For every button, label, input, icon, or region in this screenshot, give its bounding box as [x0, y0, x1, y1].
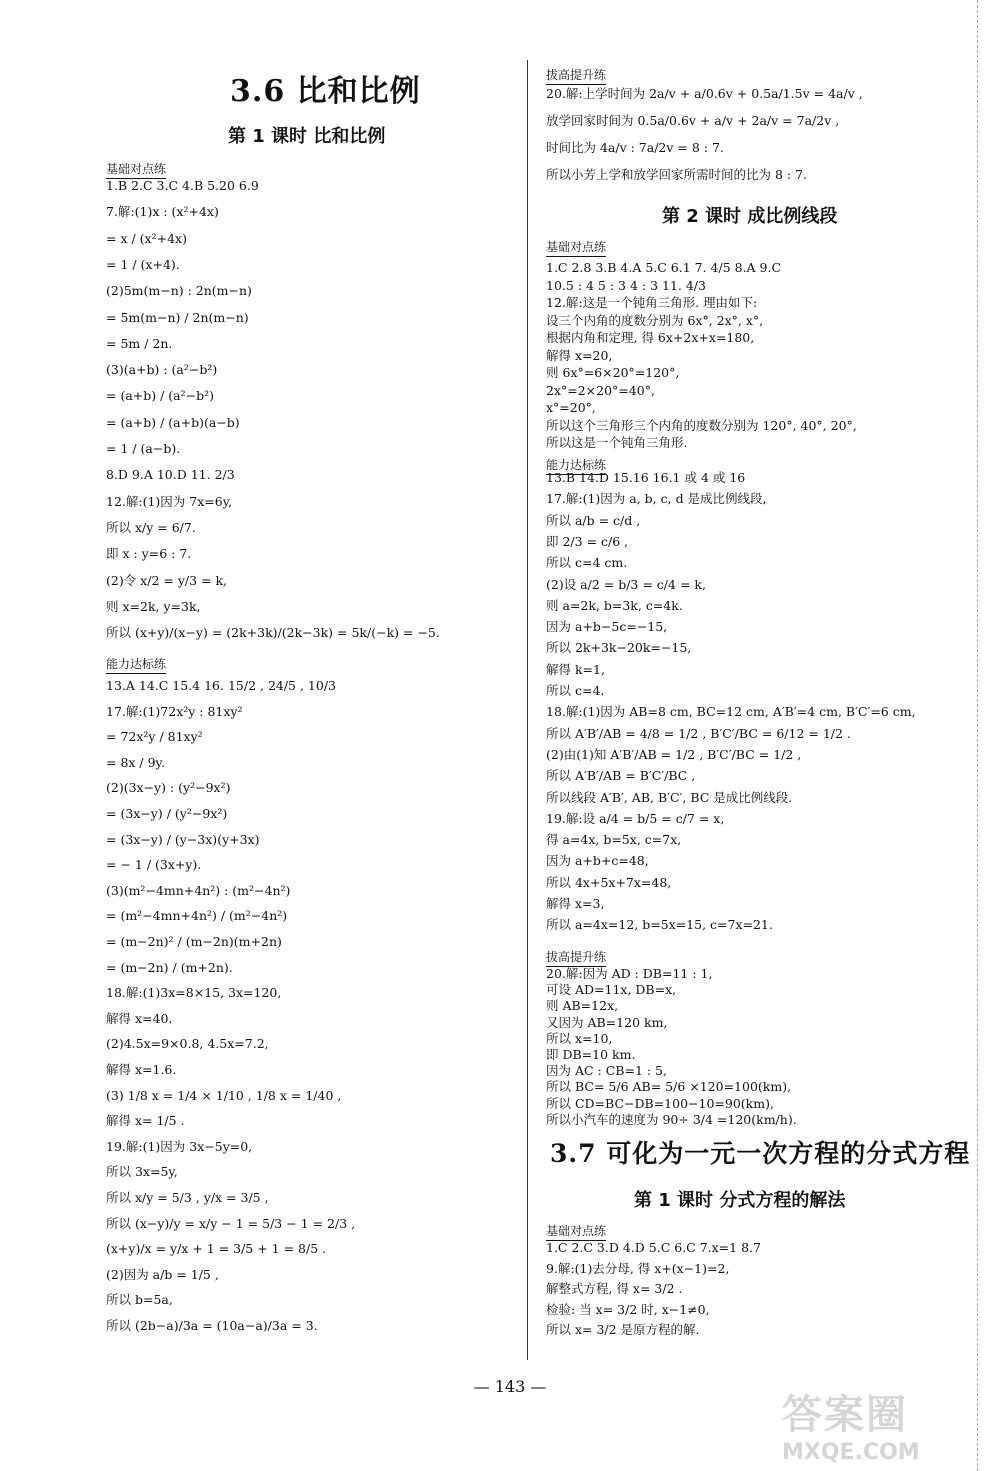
answer-line: 所以 c=4. — [546, 683, 605, 698]
answer-line: 解得 x=1.6. — [106, 1062, 177, 1077]
answer-line: 则 AB=12x, — [546, 998, 619, 1014]
answer-line: (2)由(1)知 A′B′/AB = 1/2 , B′C′/BC = 1/2 , — [546, 746, 802, 762]
label-extend-practice-top: 拔高提升练 — [546, 66, 606, 85]
answer-line: = (m²−4mn+4n²) / (m²−4n²) — [106, 908, 288, 924]
answer-line: 因为 a+b−5c=−15, — [546, 619, 668, 635]
answer-line: = 5m(m−n) / 2n(m−n) — [106, 309, 249, 325]
answer-line: 解得 x=3, — [546, 896, 605, 911]
answer-line: (2)4.5x=9×0.8, 4.5x=7.2, — [106, 1036, 269, 1052]
answer-line: 所以 x=10, — [546, 1030, 613, 1046]
answer-line: 则 a=2k, b=3k, c=4k. — [546, 597, 683, 613]
answer-line: (2)令 x/2 = y/3 = k, — [106, 572, 228, 588]
answer-line: (2)因为 a/b = 1/5 , — [106, 1266, 219, 1282]
answer-line: (3) 1/8 x = 1/4 × 1/10 , 1/8 x = 1/40 , — [106, 1087, 342, 1103]
answer-line: = (a+b) / (a²−b²) — [106, 388, 214, 404]
answer-line: = (3x−y) / (y−3x)(y+3x) — [106, 831, 260, 847]
answer-line: 所以小汽车的速度为 90÷ 3/4 =120(km/h). — [546, 1111, 797, 1127]
answer-line: 19.解:设 a/4 = b/5 = c/7 = x, — [546, 810, 725, 826]
answer-line: 放学回家时间为 0.5a/0.6v + a/v + 2a/v = 7a/2v , — [546, 113, 840, 128]
column-divider — [527, 60, 528, 1360]
answer-line: 8.D 9.A 10.D 11. 2/3 — [106, 467, 235, 483]
answer-line: = 1 / (a−b). — [106, 441, 181, 456]
answer-line: 12.解:这是一个钝角三角形. 理由如下: — [546, 295, 758, 310]
answer-line: 18.解:(1)因为 AB=8 cm, BC=12 cm, A′B′=4 cm, B′C′=6 cm, — [546, 704, 916, 720]
answer-line: 7.解:(1)x : (x²+4x) — [106, 204, 219, 220]
answer-line: (2)(3x−y) : (y²−9x²) — [106, 780, 231, 796]
label-basic-practice-2: 基础对点练 — [546, 238, 606, 257]
answer-line: = 72x²y / 81xy² — [106, 729, 203, 745]
watermark-url: MXQE.COM — [782, 1440, 920, 1465]
answer-line: 则 x=2k, y=3k, — [106, 598, 201, 614]
answer-line: 解得 x=40. — [106, 1010, 173, 1026]
answer-line: 所以 x= 3/2 是原方程的解. — [546, 1322, 700, 1337]
label-basic-practice-3: 基础对点练 — [546, 1222, 606, 1241]
answer-line: 所以 3x=5y, — [106, 1164, 178, 1180]
answer-line: = x / (x²+4x) — [106, 230, 187, 246]
answer-line: 所以 BC= 5/6 AB= 5/6 ×120=100(km), — [546, 1079, 792, 1095]
section-title-3-6: 3.6 比和比例 — [230, 74, 421, 109]
answer-line: 解得 x= 1/5 . — [106, 1113, 185, 1129]
answer-line: 17.解:(1)因为 a, b, c, d 是成比例线段, — [546, 491, 767, 507]
answer-line: 2x°=2×20°=40°, — [546, 382, 655, 398]
answer-line: = 1 / (x+4). — [106, 256, 180, 272]
answer-line: 所以 A′B′/AB = B′C′/BC , — [546, 768, 696, 784]
answer-line: 因为 a+b+c=48, — [546, 853, 649, 869]
answer-line: 10.5 : 4 5 : 3 4 : 3 11. 4/3 — [546, 277, 706, 293]
answer-line: 所以 (x−y)/y = x/y − 1 = 5/3 − 1 = 2/3 , — [106, 1215, 356, 1231]
section-title-3-7: 3.7 可化为一元一次方程的分式方程 — [550, 1139, 971, 1168]
answer-line: 17.解:(1)72x²y : 81xy² — [106, 703, 243, 719]
answer-line: 所以 CD=BC−DB=100−10=90(km), — [546, 1095, 774, 1111]
answer-line: 1.B 2.C 3.C 4.B 5.20 6.9 — [106, 178, 259, 193]
label-extend-practice-2: 拔高提升练 — [546, 948, 606, 967]
answer-line: 所以 (2b−a)/3a = (10a−a)/3a = 3. — [106, 1318, 318, 1333]
answer-line: 即 x : y=6 : 7. — [106, 546, 192, 562]
lesson-title-1: 第 1 课时 比和比例 — [228, 126, 386, 147]
answer-line: 12.解:(1)因为 7x=6y, — [106, 493, 233, 509]
answer-line: 所以 2k+3k−20k=−15, — [546, 640, 692, 656]
answer-line: 根据内角和定理, 得 6x+2x+x=180, — [546, 330, 755, 345]
label-ability-practice-2: 能力达标练 — [546, 456, 606, 475]
answer-line: 所以这是一个钝角三角形. — [546, 435, 688, 450]
lesson-title-3: 第 1 课时 分式方程的解法 — [634, 1190, 846, 1211]
label-basic-practice: 基础对点练 — [106, 160, 166, 179]
next-page-edge — [977, 0, 1000, 1471]
answer-line: 得 a=4x, b=5x, c=7x, — [546, 832, 682, 848]
answer-line: 因为 AC : CB=1 : 5, — [546, 1063, 667, 1079]
answer-line: = (m−2n) / (m+2n). — [106, 959, 233, 975]
answer-line: = − 1 / (3x+y). — [106, 857, 202, 873]
answer-line: 即 2/3 = c/6 , — [546, 533, 629, 549]
answer-line: 13.B 14.D 15.16 16.1 或 4 或 16 — [546, 470, 746, 485]
answer-line: = 8x / 9y. — [106, 754, 165, 770]
lesson-title-2: 第 2 课时 成比例线段 — [662, 206, 838, 227]
answer-line: 时间比为 4a/v : 7a/2v = 8 : 7. — [546, 140, 724, 155]
answer-line: 所以 (x+y)/(x−y) = (2k+3k)/(2k−3k) = 5k/(−k) = −5. — [106, 625, 440, 641]
answer-line: (3)(a+b) : (a²−b²) — [106, 362, 218, 378]
answer-line: 设三个内角的度数分别为 6x°, 2x°, x°, — [546, 312, 764, 328]
answer-line: 所以 b=5a, — [106, 1292, 173, 1308]
answer-line: = (3x−y) / (y²−9x²) — [106, 806, 228, 821]
answer-line: 检验: 当 x= 3/2 时, x−1≠0, — [546, 1301, 710, 1317]
answer-line: 19.解:(1)因为 3x−5y=0, — [106, 1138, 253, 1154]
answer-line: (2)设 a/2 = b/3 = c/4 = k, — [546, 576, 706, 592]
answer-line: 1.C 2.C 3.D 4.D 5.C 6.C 7.x=1 8.7 — [546, 1240, 761, 1255]
answer-line: 20.解:因为 AD : DB=11 : 1, — [546, 966, 713, 981]
answer-line: x°=20°, — [546, 400, 596, 415]
answer-line: 所以 A′B′/AB = 4/8 = 1/2 , B′C′/BC = 6/12 = 1/2 . — [546, 725, 851, 741]
answer-line: = (m−2n)² / (m−2n)(m+2n) — [106, 934, 282, 949]
answer-line: 所以 x/y = 6/7. — [106, 519, 196, 535]
answer-line: 解得 x=20, — [546, 347, 613, 363]
answer-line: = (a+b) / (a+b)(a−b) — [106, 414, 240, 430]
answer-line: 所以这个三角形三个内角的度数分别为 120°, 40°, 20°, — [546, 417, 857, 433]
answer-line: (3)(m²−4mn+4n²) : (m²−4n²) — [106, 882, 291, 898]
answer-line: 20.解:上学时间为 2a/v + a/0.6v + 0.5a/1.5v = 4a/v , — [546, 86, 863, 101]
label-ability-practice: 能力达标练 — [106, 655, 166, 674]
answer-line: 则 6x°=6×20°=120°, — [546, 365, 680, 380]
answer-line: 所以 a=4x=12, b=5x=15, c=7x=21. — [546, 917, 773, 933]
answer-line: (x+y)/x = y/x + 1 = 3/5 + 1 = 8/5 . — [106, 1241, 327, 1257]
answer-line: 可设 AD=11x, DB=x, — [546, 982, 677, 998]
answer-line: (2)5m(m−n) : 2n(m−n) — [106, 283, 252, 299]
answer-line: 所以 4x+5x+7x=48, — [546, 874, 672, 890]
answer-line: 即 DB=10 km. — [546, 1047, 636, 1062]
watermark-logo — [782, 1383, 982, 1463]
answer-line: 13.A 14.C 15.4 16. 15/2 , 24/5 , 10/3 — [106, 678, 337, 693]
answer-line: 所以线段 A′B′, AB, B′C′, BC 是成比例线段. — [546, 789, 793, 805]
page-number: — 143 — — [473, 1377, 547, 1396]
answer-line: 所以 a/b = c/d , — [546, 512, 641, 528]
answer-line: 9.解:(1)去分母, 得 x+(x−1)=2, — [546, 1260, 730, 1276]
answer-line: 1.C 2.8 3.B 4.A 5.C 6.1 7. 4/5 8.A 9.C — [546, 260, 782, 275]
answer-line: 所以 c=4 cm. — [546, 555, 628, 571]
answer-line: 18.解:(1)3x=8×15, 3x=120, — [106, 985, 282, 1001]
answer-line: 解得 k=1, — [546, 661, 605, 677]
answer-line: 所以 x/y = 5/3 , y/x = 3/5 , — [106, 1190, 269, 1205]
answer-line: 解整式方程, 得 x= 3/2 . — [546, 1281, 683, 1296]
watermark-logo-text: 答案圈 — [782, 1392, 908, 1438]
answer-line: 所以小芳上学和放学回家所需时间的比为 8 : 7. — [546, 167, 808, 182]
answer-line: = 5m / 2n. — [106, 335, 173, 351]
answer-line: 又因为 AB=120 km, — [546, 1014, 668, 1030]
